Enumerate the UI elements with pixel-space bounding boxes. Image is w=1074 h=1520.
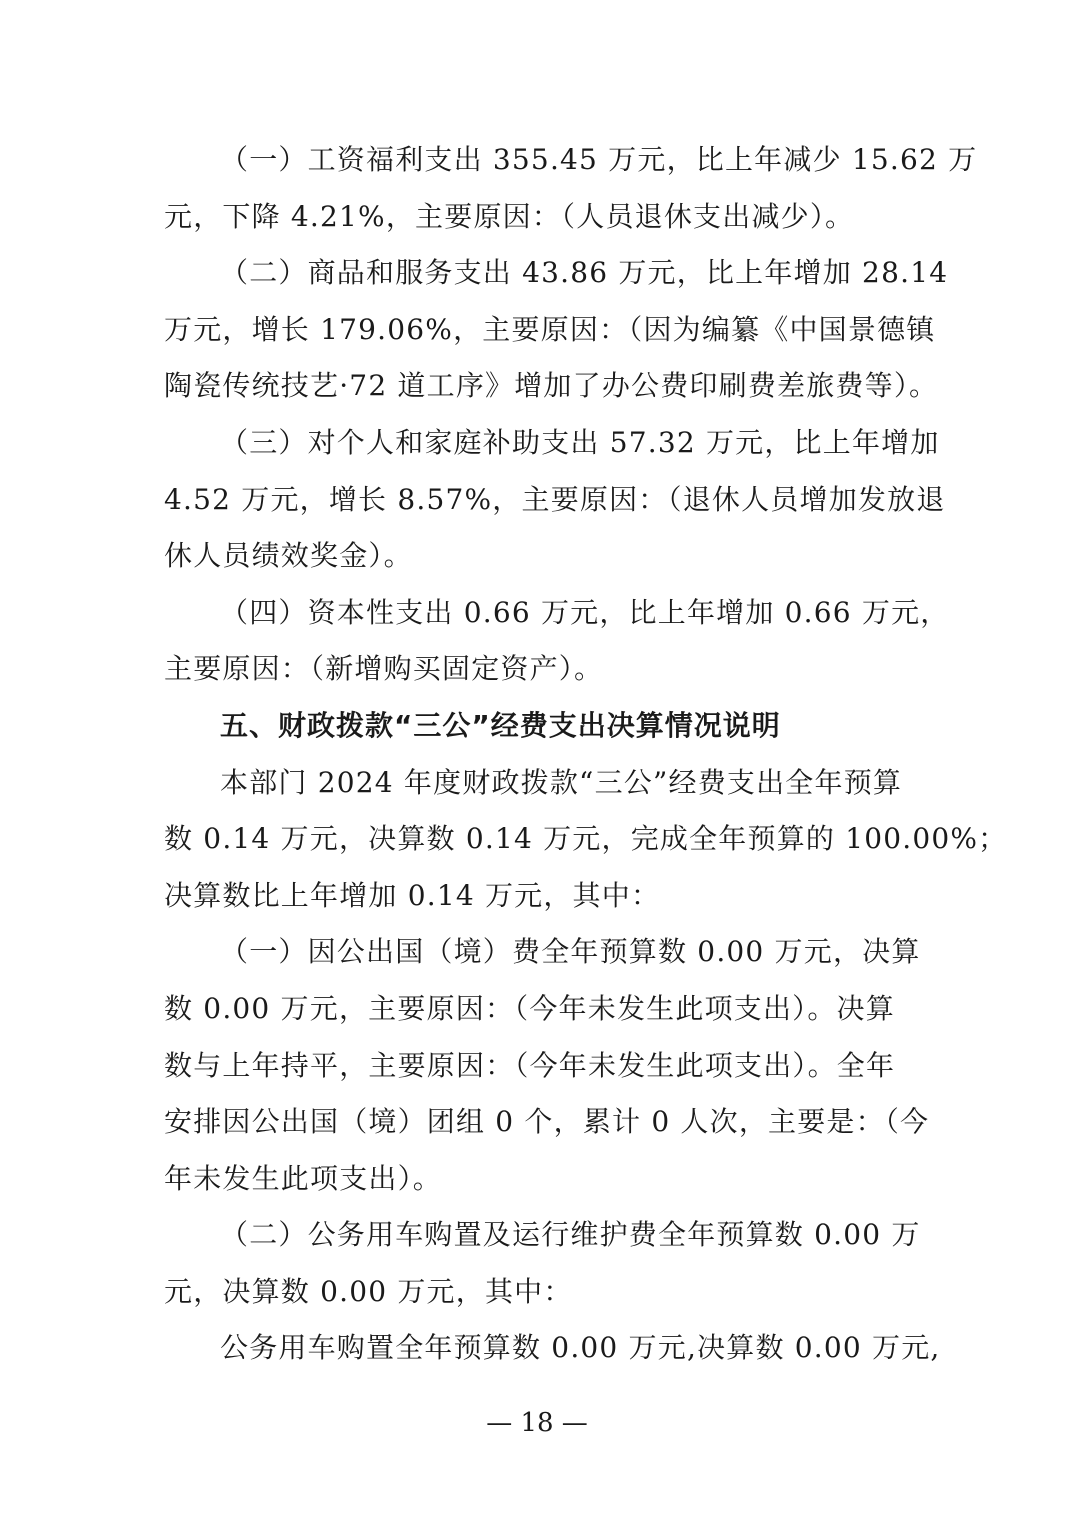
text-line: 休人员绩效奖金）。 [164,539,413,573]
text-line: （四）资本性支出 0.66 万元，比上年增加 0.66 万元， [220,595,950,629]
text-line: （二）商品和服务支出 43.86 万元，比上年增加 28.14 [220,256,949,290]
text-line: 本部门 2024 年度财政拨款“三公”经费支出全年预算 [220,765,903,799]
paragraph-official-vehicle [164,1207,921,1320]
text-line: 数 0.14 万元，决算数 0.14 万元，完成全年预算的 100.00%； [164,822,1008,856]
text-line: 万元，增长 179.06%，主要原因：（因为编纂《中国景德镇 [164,312,936,346]
paragraph-three-public-summary [164,755,1008,925]
text-line: 元，下降 4.21%，主要原因：（人员退休支出减少）。 [164,199,855,233]
page-number: — 18 — [486,1408,588,1438]
text-line: 决算数比上年增加 0.14 万元，其中： [164,878,661,912]
text-line: 元，决算数 0.00 万元，其中： [164,1274,573,1308]
text-line: （一）因公出国（境）费全年预算数 0.00 万元，决算 [220,935,921,969]
paragraph-overseas-travel [164,924,930,1207]
text-line: 数与上年持平，主要原因：（今年未发生此项支出）。全年 [164,1048,896,1082]
text-line: 数 0.00 万元，主要原因：（今年未发生此项支出）。决算 [164,991,895,1025]
text-line: （三）对个人和家庭补助支出 57.32 万元，比上年增加 [220,425,940,459]
text-line: 年未发生此项支出）。 [164,1161,443,1195]
section-heading: 五、财政拨款“三公”经费支出决算情况说明 [220,708,781,742]
paragraph-personal-subsidy [164,415,946,585]
document-body [164,132,1008,1377]
text-line: （二）公务用车购置及运行维护费全年预算数 0.00 万 [220,1218,921,1252]
text-line: 公务用车购置全年预算数 0.00 万元,决算数 0.00 万元, [220,1331,941,1365]
text-line: 主要原因：（新增购买固定资产）。 [164,652,604,686]
paragraph-capital-expenditure [164,585,950,698]
text-line: （一）工资福利支出 355.45 万元，比上年减少 15.62 万 [220,143,978,176]
text-line: 4.52 万元，增长 8.57%，主要原因：（退休人员增加发放退 [164,482,946,516]
paragraph-goods-services [164,245,949,415]
text-line: 陶瓷传统技艺·72 道工序》增加了办公费印刷费差旅费等）。 [164,369,939,403]
paragraph-vehicle-purchase [164,1320,941,1377]
paragraph-wage-welfare [164,132,978,245]
text-line: 安排因公出国（境）团组 0 个，累计 0 人次，主要是：（今 [164,1105,930,1139]
